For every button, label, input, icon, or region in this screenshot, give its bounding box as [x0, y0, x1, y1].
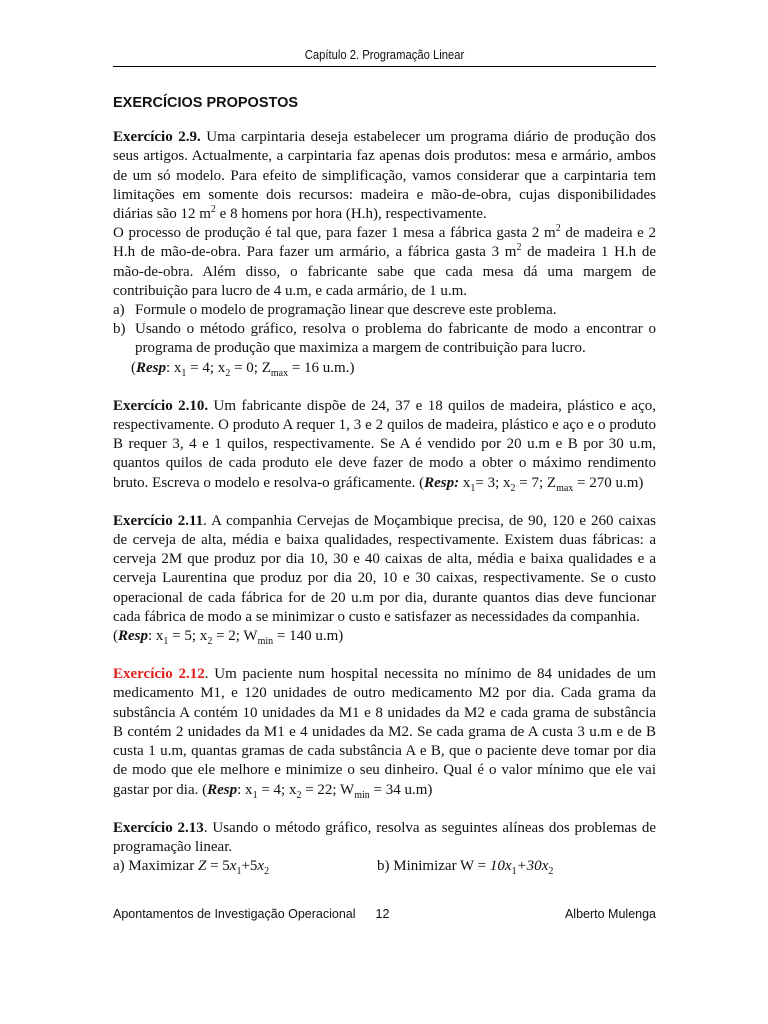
- answer-text: = 270 u.m): [573, 474, 644, 491]
- exercise-2-12-label: Exercício 2.12: [113, 666, 205, 683]
- paren-open: (: [113, 628, 118, 645]
- answer-text: = 5; x: [168, 628, 208, 645]
- exercise-2-10-label: Exercício 2.10.: [113, 397, 209, 414]
- math-op: +30: [516, 858, 542, 875]
- subscript: 1: [236, 866, 242, 878]
- page-header: Capítulo 2. Programação Linear: [304, 48, 465, 62]
- exercise-2-9-paragraph-2: [113, 224, 656, 301]
- exercise-2-13-label: Exercício 2.13: [113, 819, 204, 836]
- math-var: x: [229, 858, 237, 875]
- formula-a: [113, 857, 377, 876]
- exercise-2-13: [113, 819, 656, 877]
- subscript: 2: [548, 866, 554, 878]
- subscript: 2: [207, 636, 213, 648]
- formula-b-lead: b) Minimizar W =: [377, 858, 490, 875]
- superscript-2: 2: [516, 242, 522, 254]
- exercise-2-9-text-2a: O processo de produção é tal que, para fazer 1 mesa a fábrica gasta 2 m: [113, 225, 556, 242]
- math-var: x: [257, 858, 265, 875]
- math-op: +5: [241, 858, 258, 875]
- section-title: EXERCÍCIOS PROPOSTOS: [113, 95, 299, 111]
- exercise-2-9-text-1b: e 8 homens por hora (H.h), respectivamente.: [215, 206, 487, 223]
- math-var: x: [541, 858, 549, 875]
- answer-text: = 0; Z: [230, 359, 271, 376]
- subscript: 2: [264, 866, 270, 878]
- resp-label: Resp: [207, 781, 238, 798]
- math-op: = 5: [206, 858, 230, 875]
- answer-text: : x: [148, 628, 164, 645]
- resp-label: Resp: [118, 628, 148, 645]
- resp-label: Resp:: [424, 474, 460, 491]
- answer-text: = 2; W: [212, 628, 258, 645]
- answer-text: = 34 u.m): [369, 781, 433, 798]
- item-b-marker: b): [113, 321, 126, 338]
- subscript: max: [270, 367, 289, 379]
- subscript: 2: [225, 367, 231, 379]
- page-number: 12: [375, 907, 390, 921]
- answer-text: x: [459, 474, 471, 491]
- resp-label: Resp: [136, 359, 166, 376]
- answer-text: : x: [166, 359, 182, 376]
- answer-text: = 140 u.m): [273, 628, 344, 645]
- item-a-text: Formule o modelo de programação linear que descreve este problema.: [135, 302, 557, 319]
- subscript: 1: [511, 866, 517, 878]
- answer-text: : x: [237, 781, 253, 798]
- exercise-2-9-label: Exercício 2.9.: [113, 129, 201, 146]
- answer-text: = 7; Z: [515, 474, 557, 491]
- subscript: 1: [181, 367, 187, 379]
- subscript: min: [257, 636, 274, 648]
- exercise-2-12: [113, 665, 656, 799]
- exercise-2-9-text-2b: de madeira e 2 H.h de mão-de-obra. Para fazer um armário, a fábrica gasta 3 m: [113, 225, 657, 261]
- answer-text: = 3; x: [475, 474, 511, 491]
- superscript-2: 2: [210, 204, 216, 216]
- subscript: 1: [252, 789, 258, 801]
- footer-book-title: Apontamentos de Investigação Operacional: [113, 907, 356, 921]
- subscript: 2: [296, 789, 302, 801]
- footer-author: Alberto Mulenga: [564, 907, 656, 921]
- exercise-2-10-paragraph: [113, 397, 656, 493]
- exercise-2-10-text: Um fabricante dispõe de 24, 37 e 18 quilos de madeira, plástico e aço, respectivamente. O produto A requer 1, 3 e 2 quilos de madeira, plástico e aço e o produto B requer 3, 4 e 1 quilos, respectivamente. Se A é vendido por 20 u.m e B por 30 u.m, quantos quilos de cada produto ele deve fazer de modo a obter o máximo rendimento bruto. Escreva o modelo e resolva-o gráficamente. (: [113, 397, 656, 491]
- exercise-2-9-item-b: [113, 320, 656, 358]
- exercise-2-13-formulas: [113, 857, 656, 876]
- subscript: 2: [510, 482, 516, 494]
- exercise-2-12-paragraph: [113, 665, 656, 799]
- exercise-2-11-label: Exercício 2.11: [113, 512, 204, 529]
- exercise-2-9-answer: [113, 359, 656, 378]
- exercise-2-11-answer: [113, 627, 656, 646]
- subscript: max: [556, 482, 574, 494]
- formula-b: [377, 857, 553, 876]
- exercise-2-10: [113, 397, 656, 493]
- footer-left: [113, 907, 389, 921]
- exercise-2-9-item-a: [113, 301, 656, 320]
- exercise-2-11-text: . A companhia Cervejas de Moçambique precisa, de 90, 120 e 260 caixas de cerveja de alta, média e baixa qualidades, respectivamente. Existem duas fábricas: a cerveja 2M que produz por dia 10, 30 e 40 caixas de alta, média e baixa qualidades e a cerveja Laurentina que produz por dia 20, 10 e 30 caixas, respectivamente. Se o custo operacional de cada fábrica for de 20 u.m por dia, durante quantos dias deve funcionar cada fábrica de modo a se minimizar o custo e satisfazer as necessidades da companhia.: [113, 512, 656, 625]
- exercise-2-9-text-1a: Uma carpintaria deseja estabelecer um programa diário de produção dos seus artigos. Actualmente, a carpintaria faz apenas dois produtos: mesa e armário, ambos de um só modelo. Para efeito de simplificação, vamos considerar que a carpintaria tem limitações em somente dois recursos: madeira e mão-de-obra, cujas disponibilidades diárias são 12 m: [113, 129, 656, 223]
- math-var: Z: [197, 858, 207, 875]
- formula-a-lead: a) Maximizar: [113, 858, 198, 875]
- subscript: min: [354, 789, 370, 801]
- answer-text: = 22; W: [301, 781, 355, 798]
- answer-text: = 4; x: [186, 359, 226, 376]
- paren-open: (: [131, 359, 136, 376]
- item-a-marker: a): [113, 302, 125, 319]
- exercise-2-13-paragraph: [113, 819, 656, 857]
- exercise-2-13-text: . Usando o método gráfico, resolva as seguintes alíneas dos problemas de programação linear.: [113, 819, 657, 855]
- exercise-2-9: [113, 128, 656, 378]
- subscript: 1: [163, 636, 169, 648]
- exercise-2-12-text: . Um paciente num hospital necessita no mínimo de 84 unidades de um medicamento M1, e 120 unidades de outro medicamento M2 por dia. Cada grama da substância A contém 10 unidades da M1 e 8 unidades da M2 e cada grama de substância B contém 2 unidades da M1 e 4 unidades da M2. Se cada grama de A custa 3 u.m e de B custa 1 u.m, quantas gramas de cada substância A e B, que o paciente deve tomar por dia de modo que ele melhore e minimize o seu dinheiro. Qual é o valor mínimo que ele vai gastar por dia. (: [113, 666, 657, 798]
- subscript: 1: [470, 482, 476, 494]
- answer-text: = 16 u.m.): [288, 359, 355, 376]
- exercise-2-11-paragraph: [113, 512, 656, 627]
- page-footer: [113, 907, 656, 921]
- header-rule: [113, 66, 656, 67]
- page-content: [113, 94, 656, 895]
- item-b-text: Usando o método gráfico, resolva o problema do fabricante de modo a encontrar o programa de produção que maximiza a margem de contribuição para lucro.: [135, 321, 656, 357]
- answer-text: = 4; x: [257, 781, 297, 798]
- superscript-2: 2: [555, 223, 561, 235]
- exercise-2-9-paragraph-1: [113, 128, 656, 224]
- exercise-2-11: [113, 512, 656, 646]
- math-coef: 10: [489, 858, 505, 875]
- math-var: x: [504, 858, 512, 875]
- exercise-2-9-text-2c: de madeira 1 H.h de mão-de-obra. Além disso, o fabricante sabe que cada mesa dá uma margem de contribuição para lucro de 4 u.m, e cada armário, de 1 u.m.: [113, 244, 656, 299]
